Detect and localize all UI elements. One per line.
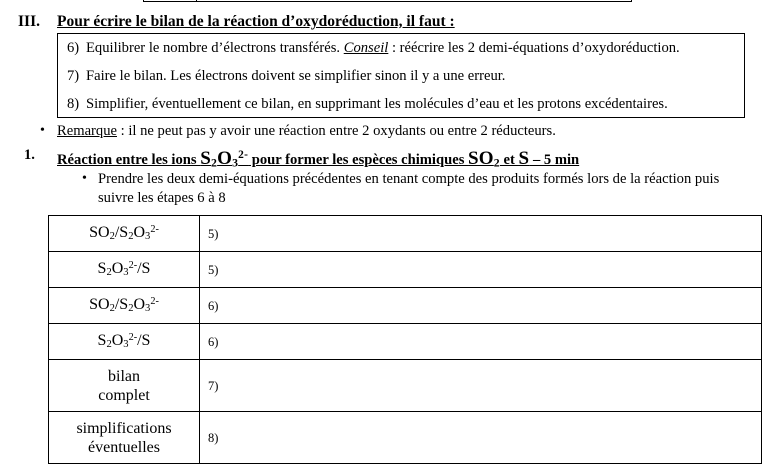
table-cell-answer[interactable]: 6) <box>200 324 762 360</box>
table-row <box>49 216 762 252</box>
step-text-before: Simplifier, éventuellement ce bilan, en supprimant les molécules d’eau et les protons excédentaires. <box>86 96 668 112</box>
table-cell-couple: $SO_2/S_2O_3^{2-}$ <box>49 288 200 324</box>
remarque-line <box>0 122 772 140</box>
formula-thiosulfate: $S_2O_3^{2-}$ <box>200 147 249 170</box>
step-text-before: Equilibrer le nombre d’électrons transférés. <box>86 40 344 56</box>
table-row <box>49 360 762 412</box>
page-title: Pour écrire le bilan de la réaction d’oxydoréduction, il faut : <box>57 13 455 30</box>
table-row <box>49 412 762 464</box>
steps-box <box>57 33 745 118</box>
table-cell-couple: $SO_2/S_2O_3^{2-}$ <box>49 216 200 252</box>
table-column-divider <box>196 0 197 1</box>
step-number: 6) <box>67 40 80 56</box>
answer-table <box>48 215 762 464</box>
subsection-text-part3: et <box>499 151 519 168</box>
label-line-1: simplifications <box>76 419 172 437</box>
bullet-icon: • <box>82 171 87 186</box>
table-row <box>49 288 762 324</box>
subsection-title <box>57 146 579 173</box>
table-cell-couple: $S_2O_3^{2-}/S$ <box>49 252 200 288</box>
subsection-number: 1. <box>24 147 35 163</box>
table-row <box>49 252 762 288</box>
table-row <box>49 324 762 360</box>
formula-sulfur-dioxide: $SO_2$ <box>468 147 500 170</box>
label-line-2: éventuelles <box>88 438 160 456</box>
step-text-after: : réécrire les 2 demi-équations d’oxydoréduction. <box>388 40 680 56</box>
subsection-text-part4: – 5 min <box>529 151 580 168</box>
instruction-line-1: Prendre les deux demi-équations précédentes en tenant compte des produits formés lors de la réaction puis <box>98 171 720 187</box>
section-numeral: III. <box>18 13 40 30</box>
subsection-text-part2: pour former les espèces chimiques <box>248 151 469 168</box>
table-cell-label <box>49 360 200 412</box>
label-line-2: complet <box>98 386 150 404</box>
remarque-text <box>57 122 556 140</box>
step-number: 7) <box>67 68 80 84</box>
remarque-label: Remarque <box>57 123 117 139</box>
label-line-1: bilan <box>108 367 140 385</box>
section-heading <box>0 12 772 32</box>
step-item <box>67 67 738 85</box>
step-item <box>67 39 738 57</box>
instruction-line-2: suivre les étapes 6 à 8 <box>98 190 226 206</box>
step-text-before: Faire le bilan. Les électrons doivent se simplifier sinon il y a une erreur. <box>86 68 506 84</box>
table-cell-label <box>49 412 200 464</box>
step-item <box>67 95 738 113</box>
table-cell-answer[interactable]: 6) <box>200 288 762 324</box>
subsection-heading <box>0 143 772 170</box>
step-number: 8) <box>67 96 80 112</box>
formula-sulfur: S <box>518 147 530 169</box>
table-cell-answer[interactable]: 8) <box>200 412 762 464</box>
remarque-body: : il ne peut pas y avoir une réaction entre 2 oxydants ou entre 2 réducteurs. <box>116 123 556 139</box>
previous-table-remnant <box>143 0 632 2</box>
subsection-text-part1: Réaction entre les ions <box>57 151 201 168</box>
bullet-icon: • <box>40 123 45 138</box>
table-cell-couple: $S_2O_3^{2-}/S$ <box>49 324 200 360</box>
step-emphasis: Conseil <box>343 40 389 56</box>
table-cell-answer[interactable]: 7) <box>200 360 762 412</box>
table-cell-answer[interactable]: 5) <box>200 252 762 288</box>
table-cell-answer[interactable]: 5) <box>200 216 762 252</box>
